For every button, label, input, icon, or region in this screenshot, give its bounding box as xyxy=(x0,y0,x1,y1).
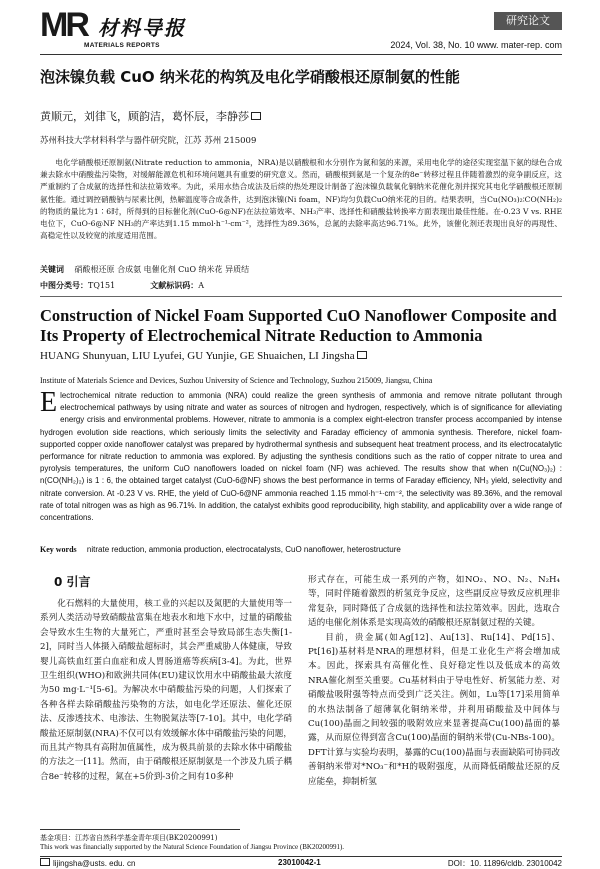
header-divider xyxy=(40,54,562,55)
en-abstract-dropcap: E xyxy=(40,387,58,418)
zh-authors xyxy=(40,108,264,124)
footnote-divider xyxy=(40,829,240,830)
envelope-icon xyxy=(357,351,367,359)
journal-info: 2024, Vol. 38, No. 10 www. mater-rep. com xyxy=(390,40,562,50)
en-keywords-line xyxy=(40,545,401,554)
logo-mark: MR xyxy=(40,6,87,44)
zh-doc-value: A xyxy=(198,281,205,290)
intro-right-para-1: 形式存在，可能生成一系列的产物，如NO₂、NO、N₂、N₂H₄等，同时伴随着激烈的析氢竞争反应，这些副反应导致反应机理非常复杂，同时降低了合成氨的选择性和法拉第效率。因此，选取合适的电催化剂体系是实现高效的硝酸根还原制氨过程的关键。 xyxy=(308,575,560,629)
en-keywords: nitrate reduction, ammonia production, electrocatalysts, CuO nanoflower, heterostructure xyxy=(86,545,401,554)
doi[interactable]: DOI：10. 11896/cldb. 23010042 xyxy=(447,859,562,868)
en-abstract-text: lectrochemical nitrate reduction to ammonia (NRA) could realize the green synthesis of ammonia and remove nitrate pollutant through electrochemical pathways by using nitrate and water as sources of nitrogen and hydrogen, respectively, which is of significance for alleviating energy crisis and environmental problems. However, nitrate to ammonia is a complex eight-electron transfer process accompanied by intense hydrogen evolution side reactions, which seriously limits the selectivity and Faraday efficiency of ammonia synthesis. Therefore, nickel foam-supported copper oxide nanoflower catalyst was prepared by hydrothermal synthesis and subsequent heat treatment process, and its electrocatalytic performance for nitrate reduction to ammonia was explored. By adjusting the synthesis conditions such as the ratio of copper nitrate to urea and pyrolysis temperatures, the uniform CuO nanoflowers loaded on nickel foam (NF) was achieved. The results show that when n(Cu(NO₃)₂) : n(CO(NH₂)₂) is 1 : 6, the obtained target catalyst (CuO-6@NF) shows the best performance in terms of Faraday efficiency, NH₃ yield, selectivity and nitrate conversion. At -0.23 V vs. RHE, the yield of CuO-6@NF ammonia reached 1.15 mmol·h⁻¹·cm⁻², the selectivity was 89.36%, and the removal rate of total nitrogen was as high as 96.71%. In addition, the catalyst exhibits good reproducibility, high stability, and applicability over a wide range of concentrations. xyxy=(40,391,562,523)
page-code: 23010042-1 xyxy=(278,858,321,867)
envelope-icon xyxy=(251,112,261,120)
en-authors xyxy=(40,350,370,362)
zh-keywords-line xyxy=(40,264,249,275)
en-keywords-label: Key words xyxy=(40,545,77,554)
en-title: Construction of Nickel Foam Supported CuO Nanoflower Composite and Its Property of Electrochemical Nitrate Reduction to Ammonia xyxy=(40,306,557,345)
fund-en: This work was financially supported by the Natural Science Foundation of Jiangsu Province (BK20200991). xyxy=(40,843,345,851)
logo-en: MATERIALS REPORTS xyxy=(84,42,160,49)
zh-doc-label: 文献标识码： xyxy=(150,281,199,290)
footer-divider xyxy=(40,856,562,857)
fund-zh: 基金项目：江苏省自然科学基金青年项目(BK20200991) xyxy=(40,834,218,842)
envelope-icon xyxy=(40,858,50,866)
footer-email xyxy=(40,858,135,868)
en-affiliation: Institute of Materials Science and Devices, Suzhou University of Science and Technology, Suzhou 215009, Jiangsu, China xyxy=(40,376,433,385)
section-divider xyxy=(40,296,562,297)
zh-affiliation: 苏州科技大学材料科学与器件研究院，江苏 苏州 215009 xyxy=(40,136,257,146)
zh-author-list: 黄顺元，刘律飞，顾韵洁，葛怀辰，李静莎 xyxy=(40,110,249,123)
zh-keywords: 硝酸根还原 合成氨 电催化剂 CuO 纳米花 异质结 xyxy=(74,265,250,274)
intro-right-para-2: 目前，贵金属(如Ag[12]、Au[13]、Ru[14]、Pd[15]、Pt[16])基材料是NRA的理想材料，但是工业化生产将会增加成本。因此，探索具有高催化性、良好稳定性以及低成本的高效NRA催化剂至关重要。Cu基材料由于导电性好、析氢能力差、对硝酸盐吸附强等特点而受到广泛关注。例如，Lu等[17]采用简单的水热法制备了超薄氧化铜纳米带，并利用硝酸盐及中间体与Cu(100)晶面之间较强的吸附效应来显著提高Cu(100)晶面的暴露，从而原位得到富含Cu(100)晶面的铜纳米带(Cu-NBs-100)。DFT计算与实验均表明，暴露的Cu(100)晶面与表面缺陷可协同改善铜纳米带对*NO₃⁻和*H的吸附强度，从而降低硝酸盐还原的反应能垒，抑制析氢 xyxy=(308,632,560,787)
zh-class-value: TQ151 xyxy=(88,281,116,290)
zh-class-label: 中图分类号： xyxy=(40,281,88,290)
section-tag: 研究论文 xyxy=(494,12,562,30)
en-abstract xyxy=(40,387,562,524)
zh-classification-line xyxy=(40,280,204,291)
journal-logo xyxy=(40,6,210,52)
intro-right-column xyxy=(308,573,560,789)
en-author-list: HUANG Shunyuan, LIU Lyufei, GU Yunjie, GE Shuaichen, LI Jingsha xyxy=(40,350,355,362)
zh-abstract: 电化学硝酸根还原制氨(Nitrate reduction to ammonia，NRA)是以硝酸根和水分别作为氮和氢的来源，采用电化学的途径实现室温下氨的绿色合成兼去除水中硝酸盐污染物，对缓解能源危机和环境问题具有重要的研究意义。然而，硝酸根到氨是一个复杂的8e⁻转移过程且伴随着激烈的竞争副反应，这严重制约了合成氨的选择性和法拉第效率。为此，采用水热合成法及后续的热处理设计制备了泡沫镍负载氧化铜纳米花催化剂并探究其电化学硝酸根还原制氨性能。通过调控硝酸钠与尿素比例，热解温度等合成条件，达到泡沫镍(Ni foam，NF)均匀负载CuO纳米花的目的。结果表明，当Cu(NO₃)₂∶CO(NH₂)₂的物质的量比为1∶6时，所得到的目标催化剂(CuO-6@NF)在法拉第效率、NH₃产率、选择性和硝酸盐转换率方面表现出最佳性能。在-0.23 V vs. RHE 电位下，CuO-6@NF NH₃的产率达到1.15 mmol·h⁻¹·cm⁻²，选择性为89.36%，总氮的去除率高达96.71%。此外，该催化剂还表现出良好的再现性、高稳定性以及较宽的浓度适用范围。 xyxy=(40,158,562,241)
zh-title: 泡沫镍负载 CuO 纳米花的构筑及电化学硝酸根还原制氨的性能 xyxy=(40,68,460,86)
email-text[interactable]: lijingsha@usts. edu. cn xyxy=(53,859,136,868)
section-heading: 0 引言 xyxy=(54,575,91,589)
zh-keywords-label: 关键词 xyxy=(40,265,64,274)
logo-cn: 材料导报 xyxy=(98,16,186,40)
intro-left-column: 化石燃料的大量使用，核工业的兴起以及氮肥的大量使用等一系列人类活动导致硝酸盐富集在地表水和地下水中，过量的硝酸盐会导致水生生物的大量死亡，严重时甚至会导致局部生态失衡[1-2]，同时当人体摄入硝酸盐超标时，其会严重威胁人体健康，导致婴儿高铁血红蛋白血症和成人胃肠道癌等疾病[3-4]。为此，世界卫生组织(WHO)和欧洲共同体(EU)建议饮用水中硝酸盐最大浓度为50 mg·L⁻¹[5-6]。为解决水中硝酸盐污染的问题，人们探索了各种各样去除硝酸盐污染物的方法，如电化学还原法、催化还原法、反渗透技术、电渗法、生物脱氮法等[7-10]。其中，电化学硝酸盐还原制氨(NRA)不仅可以有效缓解水体中硝酸盐污染的问题，而且其产物具有高附加值属性，成为极具前景的去除水体中硝酸盐的方法之一[11]。然而，由于硝酸根还原制氨是一个涉及九质子耦合8e⁻转移的过程，氮在+5价到-3价之间有10多种 xyxy=(40,599,292,782)
